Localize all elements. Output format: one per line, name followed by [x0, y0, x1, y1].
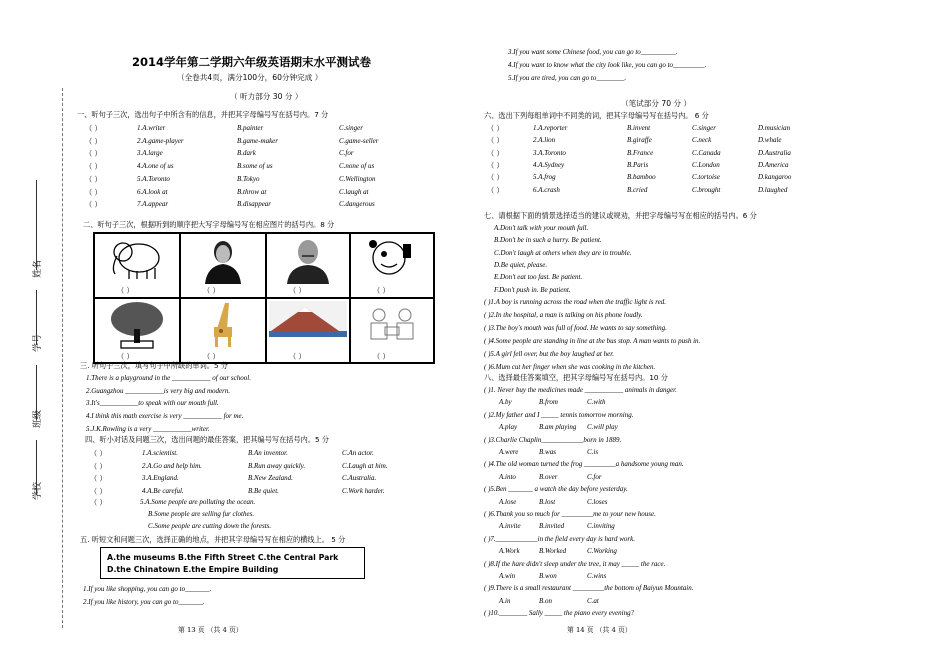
s4-option-c: C.Australia.: [342, 474, 377, 482]
s6-option-b: B.cried: [627, 185, 648, 194]
places-line-2: D.the Chinatown E.the Empire Building: [107, 565, 279, 574]
s4-option-a: 1.A.scientist.: [142, 449, 178, 457]
s6-heading: 六、选出下列每组单词中不同类的词，把其字母编号写在括号内。 6 分: [484, 111, 709, 120]
s8-question: ( )2.My father and I _____ tennis tomorrow morning.: [484, 410, 634, 419]
picture-paren[interactable]: （ ）: [203, 352, 220, 361]
s8-option: A.by: [499, 398, 512, 407]
answer-paren[interactable]: （ ）: [487, 185, 504, 195]
s1-option-b: B.disappear: [237, 200, 272, 209]
picture-cartoon-music: [350, 233, 434, 298]
mountain-icon: [267, 299, 349, 351]
s6-option-b: B.France: [627, 148, 654, 157]
s4-option-b: B.New Zealand.: [248, 474, 293, 482]
picture-paren[interactable]: （ ）: [117, 352, 134, 361]
s8-option: B.over: [539, 472, 558, 481]
s8-option: B.was: [539, 448, 556, 456]
s4-option-c: C.Laugh at him.: [342, 461, 388, 470]
s8-option: A.in: [499, 596, 511, 605]
s4-q5b: B.Some people are selling fur clothes.: [148, 510, 255, 518]
s7-option: D.Be quiet, please.: [494, 260, 548, 269]
s4-option-c: C.Work harder.: [342, 486, 385, 495]
sidebar-number-label: 学号: [33, 333, 43, 352]
footer-right: 第 14 页 （共 4 页）: [567, 626, 632, 634]
s1-option-a: 5.A.Toronto: [137, 174, 170, 183]
s7-heading: 七、请根据下面的情景选择适当的建议或规劝，并把字母编号写在相应的括号内。6 分: [484, 211, 757, 220]
s8-option: A.play: [499, 423, 518, 432]
s6-option-d: D.America: [758, 160, 789, 169]
portrait-icon: [267, 234, 349, 284]
s6-option-b: B.giraffe: [627, 136, 652, 145]
answer-paren[interactable]: （ ）: [487, 136, 504, 146]
s6-option-b: B.Paris: [627, 160, 649, 169]
s8-question: ( )1. Never buy the medicines made ___________ animals in danger.: [484, 386, 677, 394]
s8-option: A.into: [499, 472, 516, 481]
s8-option: C.with: [587, 398, 606, 407]
s1-option-a: 7.A.appear: [137, 200, 169, 209]
s1-option-a: 2.A.game-player: [137, 136, 184, 145]
s8-option: C.will play: [587, 423, 618, 432]
s6-option-a: 1.A.reporter: [533, 124, 568, 132]
s4-option-b: B.Run away quickly.: [248, 461, 306, 470]
s1-option-b: B.game-maker: [237, 136, 279, 145]
s7-option: B.Don't be in such a hurry. Be patient.: [494, 236, 602, 245]
s6-option-a: 4.A.Sydney: [533, 160, 565, 169]
s8-option: C.Working: [587, 547, 617, 556]
s1-option-b: B.some of us: [237, 162, 273, 171]
places-box: [100, 547, 365, 579]
places-line-1: A.the museums B.the Fifth Street C.the Central Park: [107, 553, 339, 562]
picture-sun-yatsen: [266, 233, 350, 298]
elephant-icon: [95, 234, 179, 284]
picture-paren[interactable]: （ ）: [289, 352, 306, 361]
s8-option: B.Worked: [539, 547, 567, 556]
picture-jobs: [180, 233, 266, 298]
picture-kids-reading: [350, 298, 434, 363]
s6-option-d: D.laughed: [758, 185, 788, 194]
sidebar-class-line: [36, 365, 37, 420]
s8-option: A.lose: [499, 497, 517, 506]
s7-item: ( )3.The boy's mouth was full of food. He wants to say something.: [484, 323, 667, 332]
s6-option-c: C.tortoise: [692, 173, 720, 182]
sidebar-school-line: [36, 440, 37, 495]
answer-paren[interactable]: （ ）: [90, 486, 107, 496]
page-subtitle: （全卷共4页，满分100分，60分钟完成 ）: [177, 73, 323, 82]
s4-option-b: B.Be quiet.: [248, 486, 279, 495]
s8-option: B.from: [539, 398, 558, 407]
s6-option-a: 2.A.lion: [533, 136, 556, 145]
s8-option: B.on: [539, 596, 553, 605]
s4-option-a: 3.A.England.: [142, 474, 179, 482]
picture-elephant: [94, 233, 180, 298]
s8-option: B.invited: [539, 522, 565, 531]
s8-option: C.inviting: [587, 522, 615, 531]
picture-giraffe: [180, 298, 266, 363]
s4-option-a: 4.A.Be careful.: [142, 486, 184, 495]
s1-option-b: B.throw at: [237, 187, 267, 196]
s6-option-a: 5.A.frog: [533, 173, 556, 182]
answer-paren[interactable]: （ ）: [90, 474, 107, 483]
s8-option: C.is: [587, 448, 599, 456]
s1-option-c: C.for: [339, 149, 354, 158]
s1-option-c: C.singer: [339, 124, 363, 132]
answer-paren[interactable]: （ ）: [487, 160, 504, 170]
s1-option-c: C.laugh at: [339, 187, 369, 196]
s8-question: ( )3.Charlie Chaplin____________born in 1889.: [484, 435, 622, 444]
s7-option: F.Don't push in. Be patient.: [494, 285, 571, 294]
answer-paren[interactable]: （ ）: [85, 149, 102, 159]
s6-option-d: D.musician: [758, 124, 791, 132]
s5-line-1: 1.If you like shopping, you can go to_______.: [83, 585, 212, 593]
answer-paren[interactable]: （ ）: [487, 148, 504, 158]
s6-option-a: 6.A.crash: [533, 185, 560, 194]
giraffe-icon: [181, 299, 265, 351]
picture-paren[interactable]: （ ）: [373, 286, 390, 295]
s7-item: ( )4.Some people are standing in line at the bus stop. A man wants to push in.: [484, 336, 701, 345]
s4-q5c: C.Some people are cutting down the forests.: [148, 522, 272, 530]
answer-paren[interactable]: （ ）: [85, 174, 102, 184]
s5-line-2: 2.If you like history, you can go to_______.: [83, 598, 205, 606]
s1-option-c: C.dangerous: [339, 200, 375, 209]
s5-line-3: 3.If you want some Chinese food, you can go to__________.: [508, 48, 678, 56]
answer-paren[interactable]: （ ）: [90, 461, 107, 471]
s6-option-c: C.neck: [692, 136, 712, 145]
answer-paren[interactable]: （ ）: [85, 124, 102, 133]
s6-option-a: 3.A.Toronto: [533, 148, 566, 157]
sidebar-class-label: 班级: [33, 409, 43, 428]
children-icon: [351, 299, 433, 351]
s7-item: ( )5.A girl fell over, but the boy laughed at her.: [484, 349, 614, 358]
s1-option-a: 1.A.writer: [137, 124, 166, 132]
picture-tree: [94, 298, 180, 363]
s6-option-d: D.kangaroo: [758, 173, 792, 182]
s1-heading: 一、听句子三次，选出句子中所含有的信息，并把其字母编号写在括号内。7 分: [77, 110, 329, 119]
s2-heading: 二、听句子三次，根据听到的顺序把大写字母编号写在相应图片的括号内。8 分: [83, 220, 335, 229]
s8-option: C.wins: [587, 572, 607, 580]
answer-paren[interactable]: （ ）: [85, 187, 102, 197]
answer-paren[interactable]: （ ）: [85, 136, 102, 146]
s3-heading: 三. 听句子三次，填写句子中所缺的单词。5 分: [80, 361, 228, 370]
s1-option-a: 3.A.large: [137, 149, 163, 158]
s1-option-c: C.Wellington: [339, 174, 376, 183]
picture-paren[interactable]: （ ）: [203, 286, 220, 295]
s3-line: 4.I think this math exercise is very ___________ for me.: [86, 412, 244, 421]
s8-question: ( )7.____________in the field every day is hard work.: [484, 534, 635, 543]
footer-left: 第 13 页 （共 4 页）: [178, 626, 243, 634]
s8-option: B.won: [539, 572, 557, 580]
s8-option: B.lost: [539, 497, 556, 506]
cartoon-icon: [351, 234, 433, 284]
s4-option-a: 2.A.Go and help him.: [142, 461, 202, 470]
s8-option: A.Work: [499, 547, 520, 556]
binding-dashed-line: [62, 88, 63, 628]
s7-option: A.Don't talk with your mouth full.: [494, 224, 589, 232]
tree-icon: [95, 299, 179, 351]
s6-option-b: B.bamboo: [627, 173, 656, 182]
s6-option-c: C.London: [692, 160, 720, 169]
s8-question: ( )8.If the hare didn't sleep under the tree, it may _____ the race.: [484, 559, 666, 568]
s3-line: 3.It's___________to speak with our mouth full.: [86, 399, 219, 408]
s1-option-b: B.dark: [237, 149, 256, 158]
answer-paren[interactable]: （ ）: [487, 124, 504, 133]
s7-item: ( )2.In the hospital, a man is talking on his phone loudly.: [484, 310, 643, 319]
s6-option-d: D.Australia: [758, 148, 791, 157]
s8-option: C.at: [587, 596, 599, 605]
s5-heading: 五. 听短文和问题三次，选择正确的地点，并把其字母编号写在相应的横线上。 5 分: [80, 535, 346, 544]
sidebar-name-line: [36, 180, 37, 270]
s8-option: C.for: [587, 472, 602, 481]
s6-option-d: D.whale: [758, 136, 782, 145]
s7-option: E.Don't eat too fast. Be patient.: [494, 273, 583, 282]
s6-option-c: C.brought: [692, 185, 721, 194]
s8-option: A.invite: [499, 522, 521, 531]
portrait-icon: [181, 234, 265, 284]
s8-question: ( )5.Ben _______ a watch the day before yesterday.: [484, 485, 628, 494]
s6-option-c: C.Canada: [692, 148, 721, 157]
s4-heading: 四、听小对话及问题三次，选出问题的最佳答案，把其编号写在括号内。5 分: [85, 435, 330, 444]
s7-item: ( )1.A boy is running across the road when the traffic light is red.: [484, 298, 667, 306]
s4-q5a: 5.A.Some people are polluting the ocean.: [140, 498, 256, 506]
s1-option-c: C.none of us: [339, 162, 375, 171]
page-title: 2014学年第二学期六年级英语期末水平测试卷: [132, 55, 372, 69]
picture-paren[interactable]: （ ）: [373, 352, 390, 361]
s8-question: ( )9.There is a small restaurant _________the bottom of Baiyun Mountain.: [484, 584, 694, 593]
sidebar-name-label: 姓名: [33, 259, 43, 278]
s3-line: 5.J.K.Rowling is a very ___________writer.: [86, 424, 210, 433]
s1-option-a: 6.A.look at: [137, 187, 168, 196]
s6-option-c: C.singer: [692, 124, 716, 132]
picture-paren[interactable]: （ ）: [289, 286, 306, 295]
sidebar-school-label: 学校: [33, 481, 43, 500]
s1-option-a: 4.A.one of us: [137, 162, 174, 171]
s8-question: ( )10.________ Sally _____ the piano every evening?: [484, 609, 635, 618]
s8-option: C.loses: [587, 497, 608, 506]
s1-option-b: B.Tokyo: [237, 174, 260, 183]
picture-paren[interactable]: （ ）: [117, 286, 134, 295]
s1-option-c: C.game-seller: [339, 136, 379, 145]
answer-paren[interactable]: （ ）: [90, 498, 107, 507]
s5-line-4: 4.If you want to know what the city look like, you can go to_________.: [508, 61, 707, 69]
s4-option-b: B.An inventor.: [248, 449, 288, 457]
s4-option-c: C.An actor.: [342, 449, 374, 457]
s8-question: ( )6.Thank you so much for _________me to your new house.: [484, 510, 656, 518]
s1-option-b: B.painter: [237, 124, 264, 132]
picture-mount-fuji: [266, 298, 350, 363]
s8-question: ( )4.The old woman turned the frog _________a handsome young man.: [484, 460, 684, 469]
answer-paren[interactable]: （ ）: [90, 449, 107, 458]
answer-paren[interactable]: （ ）: [85, 200, 102, 210]
written-header: （笔试部分 70 分 ）: [621, 99, 692, 108]
s7-option: C.Don't laugh at others when they are in trouble.: [494, 248, 632, 257]
s8-heading: 八、选择最佳答案填空，把其字母编号写在括号内。10 分: [484, 373, 668, 382]
s8-option: A.were: [499, 448, 519, 456]
s7-item: ( )6.Mum cut her finger when she was cooking in the kitchen.: [484, 362, 656, 371]
s5-line-5: 5.If you are tired, you can go to________.: [508, 74, 627, 82]
sidebar-number-line: [36, 290, 37, 345]
s8-option: B.am playing: [539, 423, 577, 432]
listening-header: （ 听力部分 30 分 ）: [230, 92, 303, 101]
s3-line: 2.Guangzhou ___________is very big and modern.: [86, 386, 231, 395]
answer-paren[interactable]: （ ）: [487, 173, 504, 183]
s8-option: A.win: [499, 572, 516, 580]
s3-line: 1.There is a playground in the ___________ of our school.: [86, 374, 251, 382]
s6-option-b: B.invent: [627, 124, 651, 132]
answer-paren[interactable]: （ ）: [85, 162, 102, 172]
picture-grid: [93, 232, 435, 364]
